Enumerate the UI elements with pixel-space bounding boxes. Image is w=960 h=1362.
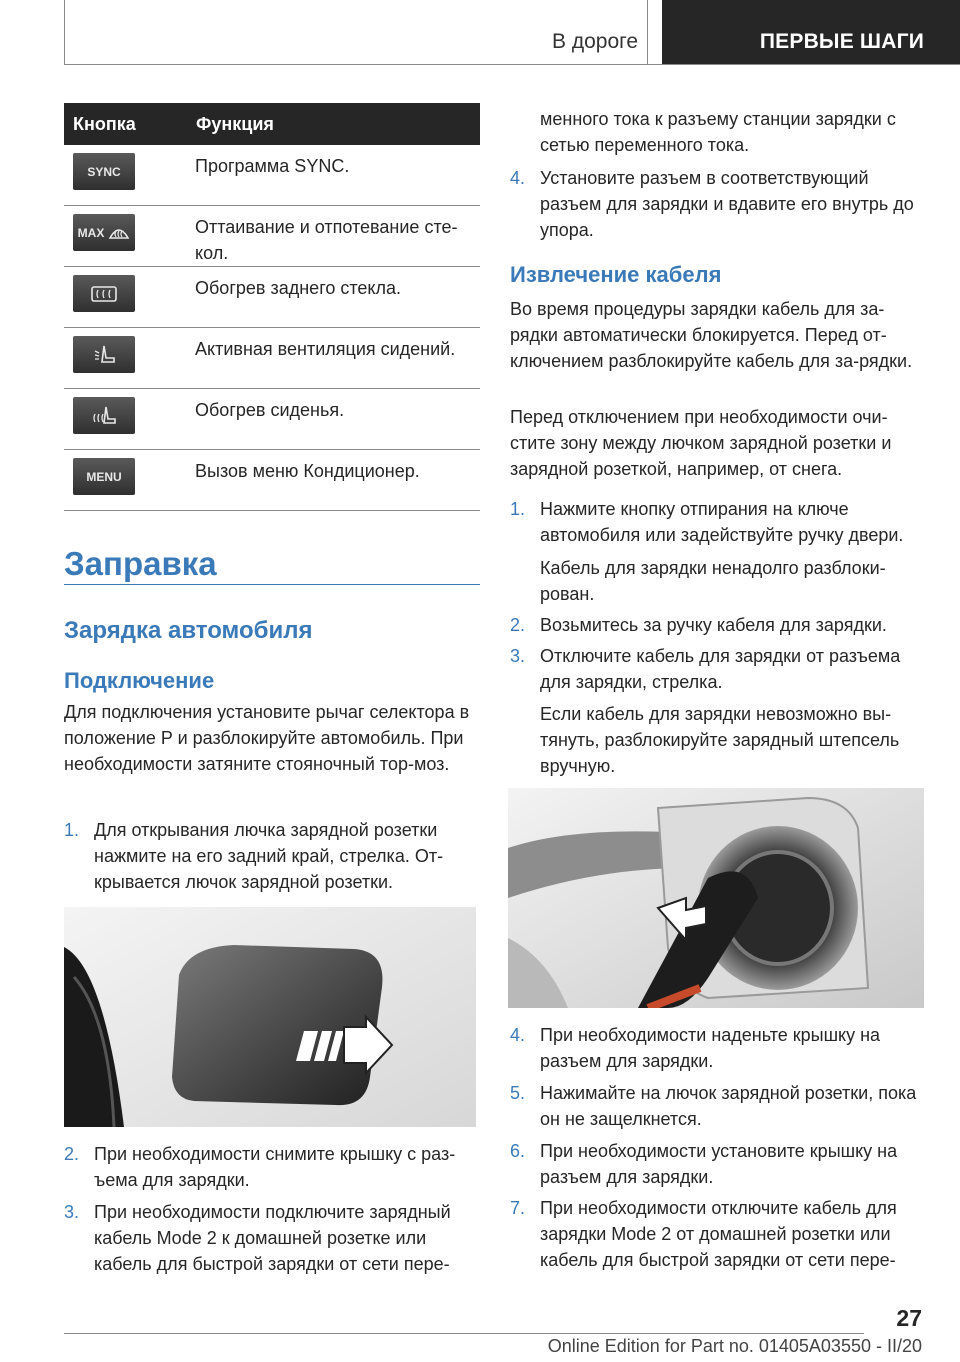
- list-item: [510, 1138, 924, 1192]
- list-item: [510, 165, 924, 245]
- table-cell-function: Оттаивание и отпотевание сте- кол.: [195, 217, 458, 263]
- list-item: [510, 643, 924, 697]
- step-number: 1.: [64, 820, 80, 840]
- paragraph: Перед отключением при необходимости очи-стите зону между лючком зарядной розетки и зарядной розеткой, например, от снега.: [510, 407, 892, 479]
- table-row: [64, 450, 480, 511]
- table-row: [64, 206, 480, 267]
- step-text: Отключите кабель для зарядки от разъема для зарядки, стрелка.: [540, 646, 901, 692]
- step-text: Возьмитесь за ручку кабеля для зарядки.: [540, 615, 887, 635]
- step-number: 2.: [510, 615, 526, 635]
- rear-window-heat-button-icon: [73, 275, 135, 312]
- paragraph: Во время процедуры зарядки кабель для за-рядки автоматически блокируется. Перед от-ключением разблокируйте кабель для за-рядки.: [510, 299, 913, 371]
- table-cell-function: Обогрев сиденья.: [195, 400, 345, 420]
- step-text: Нажмите кнопку отпирания на ключе автомобиля или задействуйте ручку двери.: [540, 499, 904, 545]
- section-title: Заправка: [64, 545, 217, 582]
- table-cell-function: Программа SYNC.: [195, 156, 350, 176]
- table-header-button: Кнопка: [73, 114, 136, 134]
- rear-defrost-icon: [89, 284, 119, 304]
- edition-note: Online Edition for Part no. 01405A03550 - II/20: [547, 1336, 922, 1356]
- intro-paragraph: Для подключения установите рычаг селектора в положение P и разблокируйте автомобиль. При необходимости затяните стояночный тор-моз.: [64, 702, 470, 774]
- step-text: При необходимости наденьте крышку на разъем для зарядки.: [540, 1025, 881, 1071]
- step-text: При необходимости снимите крышку с раз-ъема для зарядки.: [94, 1144, 456, 1190]
- seat-ventilation-button-icon: [73, 336, 135, 373]
- section-rule: [64, 584, 480, 585]
- list-item: [510, 1195, 924, 1275]
- table-row: [64, 328, 480, 389]
- menu-button-icon: MENU: [73, 458, 135, 495]
- subsection-title: Зарядка автомобиля: [64, 617, 313, 644]
- header-rule: [64, 64, 960, 65]
- sync-button-icon: SYNC: [73, 153, 135, 190]
- charging-flap-image: [64, 907, 476, 1127]
- list-item: [64, 1141, 480, 1195]
- table-cell-function: Вызов меню Кондиционер.: [195, 461, 420, 481]
- charging-cable-illustration: [508, 788, 924, 1008]
- table-header: [64, 103, 480, 145]
- step-number: 3.: [64, 1202, 80, 1222]
- page-number: 27: [896, 1305, 922, 1331]
- step-note: Если кабель для зарядки невозможно вы-тянуть, разблокируйте зарядный штепсель вручную.: [540, 704, 900, 776]
- list-item: [510, 496, 924, 550]
- step-number: 5.: [510, 1083, 526, 1103]
- table-cell-function: Обогрев заднего стекла.: [195, 278, 402, 298]
- seat-heat-icon: [90, 404, 118, 428]
- footer-rule: [64, 1333, 864, 1334]
- list-item: [510, 1022, 924, 1076]
- step-text: При необходимости подключите зарядный кабель Mode 2 к домашней розетке или кабель для быстрой зарядки от сети пере-: [94, 1202, 451, 1274]
- topic-title: Извлечение кабеля: [510, 262, 722, 287]
- step-number: 4.: [510, 168, 526, 188]
- table-header-function: Функция: [196, 114, 274, 134]
- max-defrost-button-icon: [73, 214, 135, 251]
- windshield-defrost-icon: [108, 224, 130, 242]
- charging-cable-image: [508, 788, 924, 1008]
- list-item: [510, 612, 924, 640]
- header-section-tab[interactable]: [662, 0, 960, 64]
- seat-heating-button-icon: [73, 397, 135, 434]
- step-text: При необходимости отключите кабель для зарядки Mode 2 от домашней розетки или кабель для быстрой зарядки от сети пере-: [540, 1198, 897, 1270]
- list-item: [64, 817, 480, 897]
- step-text: Для открывания лючка зарядной розетки нажмите на его задний край, стрелка. От-крывается лючок зарядной розетки.: [94, 820, 444, 892]
- step-number: 7.: [510, 1198, 526, 1218]
- table-row: [64, 267, 480, 328]
- table-row: [64, 389, 480, 450]
- step-number: 2.: [64, 1144, 80, 1164]
- step-note: Кабель для зарядки ненадолго разблоки-рован.: [540, 558, 886, 604]
- header-section-label: ПЕРВЫЕ ШАГИ: [759, 30, 924, 53]
- header-subsection[interactable]: В дороге: [551, 30, 638, 53]
- table-row: [64, 145, 480, 206]
- step-number: 6.: [510, 1141, 526, 1161]
- topic-title: Подключение: [64, 668, 215, 693]
- step-text: Нажимайте на лючок зарядной розетки, пока он не защелкнется.: [540, 1083, 917, 1129]
- step-text: Установите разъем в соответствующий разъем для зарядки и вдавите его внутрь до упора.: [540, 168, 914, 240]
- car-charging-flap-illustration: [64, 907, 476, 1127]
- button-function-table: [64, 103, 480, 511]
- continued-text: менного тока к разъему станции зарядки с сетью переменного тока.: [540, 109, 896, 155]
- step-number: 3.: [510, 646, 526, 666]
- seat-fan-icon: [90, 343, 118, 367]
- max-label: MAX: [77, 225, 105, 240]
- table-cell-function: Активная вентиляция сидений.: [195, 339, 456, 359]
- list-item: [64, 1199, 480, 1279]
- step-number: 4.: [510, 1025, 526, 1045]
- step-text: При необходимости установите крышку на разъем для зарядки.: [540, 1141, 898, 1187]
- list-item: [510, 1080, 924, 1134]
- step-number: 1.: [510, 499, 526, 519]
